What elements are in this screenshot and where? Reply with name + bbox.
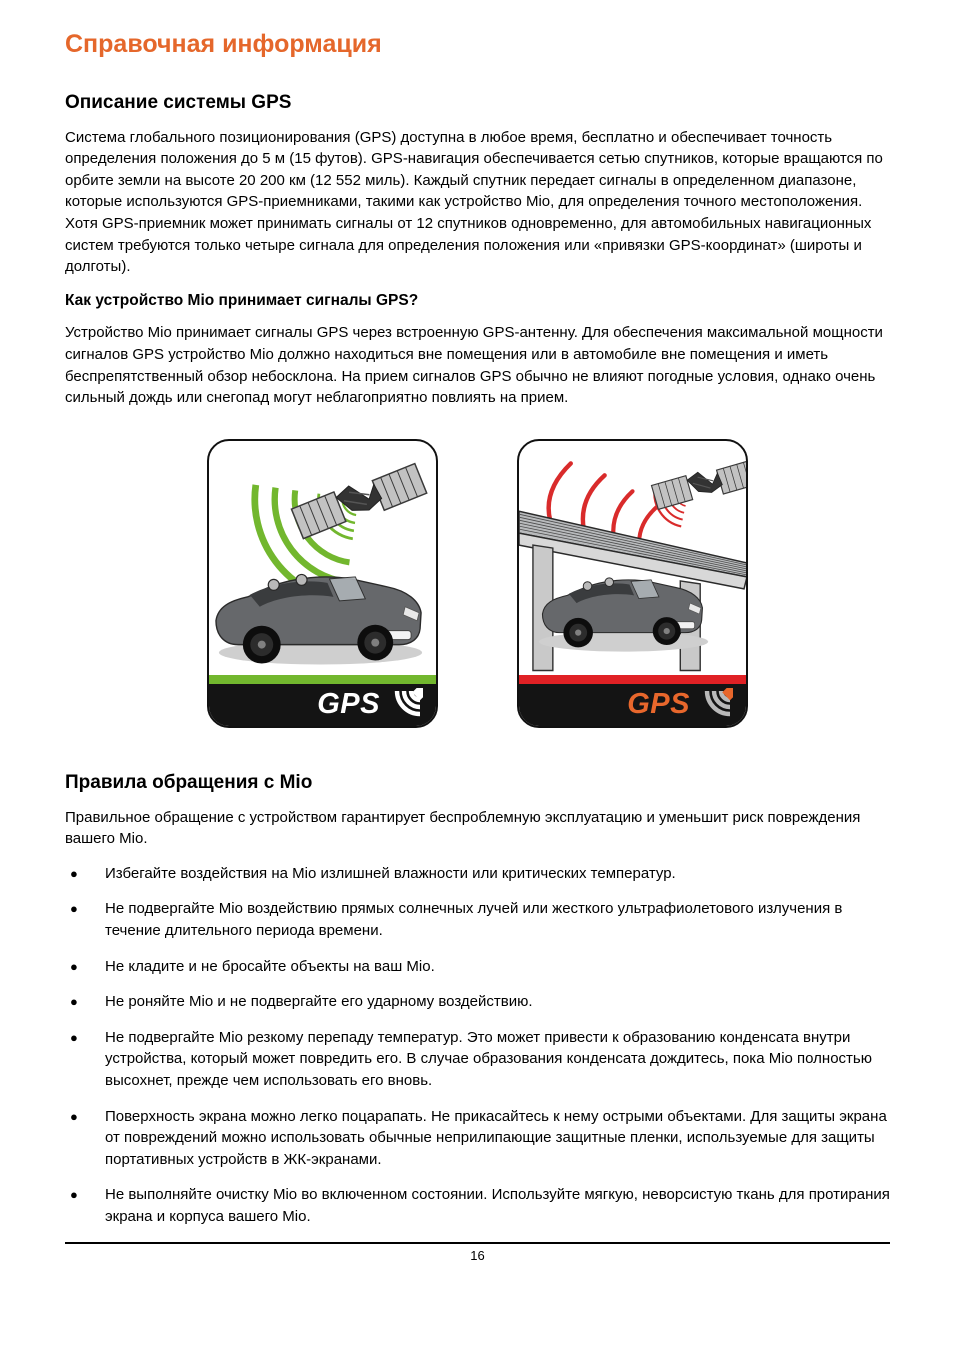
care-intro-paragraph: Правильное обращение с устройством гарантирует беспроблемную эксплуатацию и уменьшит риск повреждения вашего Mio. [65, 808, 861, 848]
gps-signal-icon [699, 688, 733, 722]
gps-illustrations-row [65, 439, 890, 728]
gps-section-heading: Описание системы GPS [65, 91, 292, 113]
bullet-icon: ● [70, 1029, 78, 1045]
footer-divider [65, 1242, 890, 1244]
page-number: 16 [470, 1247, 485, 1263]
care-rule-item [65, 898, 890, 941]
bullet-icon: ● [70, 1187, 78, 1203]
care-rule-text: Избегайте воздействия на Mio излишней влажности или критических температур. [105, 864, 676, 882]
gps-outdoor-illustration [209, 441, 436, 675]
care-rule-text: Не роняйте Mio и не подвергайте его ударному воздействию. [105, 993, 533, 1011]
green-status-stripe [209, 675, 436, 684]
bullet-icon: ● [70, 994, 78, 1010]
indoor-scene [519, 441, 746, 675]
bullet-icon: ● [70, 958, 78, 974]
care-rule-item [65, 1106, 890, 1171]
bullet-icon: ● [70, 1108, 78, 1124]
gps-label: GPS [317, 688, 380, 721]
gps-label: GPS [627, 688, 690, 721]
care-rule-text: Не кладите и не бросайте объекты на ваш Mio. [105, 957, 435, 975]
bullet-icon: ● [70, 901, 78, 917]
gps-indoor-band [519, 684, 746, 726]
care-rule-text: Не подвергайте Mio воздействию прямых солнечных лучей или жесткого ультрафиолетового излучения в течение длительного периода времени. [105, 900, 843, 940]
outdoor-scene [209, 441, 436, 675]
gps-description-paragraph: Система глобального позиционирования (GPS) доступна в любое время, бесплатно и обеспечивает точность определения положения до 5 м (15 футов). GPS-навигация обеспечивается сетью спутников, которые вращаются по орбите земли на высоте 20 200 км (12 552 миль). Каждый спутник передает сигналы в определенном диапазоне, которые используются GPS-приемниками, такими как устройство Mio, для определения точного местоположения. Хотя GPS-приемник может принимать сигналы от 12 спутников одновременно, для автомобильных навигационных систем требуются только четыре сигнала для определения положения или «привязки GPS-координат» (широты и долготы). [65, 128, 883, 276]
gps-outdoor-figure [207, 439, 438, 728]
gps-signal-icon [389, 688, 423, 722]
care-rule-item [65, 863, 890, 885]
gps-outdoor-band [209, 684, 436, 726]
gps-antenna-paragraph: Устройство Mio принимает сигналы GPS через встроенную GPS-антенну. Для обеспечения максимальной мощности сигналов GPS устройство Mio должно находиться вне помещения или в автомобиле вне помещения и иметь беспрепятственный обзор небосклона. На прием сигналов GPS обычно не влияют погодные условия, однако очень сильный дождь или снегопад могут неблагоприятно повлиять на прием. [65, 324, 883, 407]
satellite-icon [651, 457, 746, 512]
gps-subheading: Как устройство Mio принимает сигналы GPS? [65, 291, 419, 309]
care-rule-item [65, 1184, 890, 1227]
page-footer [65, 1242, 890, 1266]
care-section-heading: Правила обращения с Mio [65, 771, 313, 793]
gps-indoor-illustration [519, 441, 746, 675]
red-status-stripe [519, 675, 746, 684]
care-rules-list [65, 863, 890, 1228]
bullet-icon: ● [70, 865, 78, 881]
care-rule-item [65, 1027, 890, 1092]
care-rule-text: Поверхность экрана можно легко поцарапать. Не прикасайтесь к нему острыми объектами. Для защиты экрана от повреждений можно использовать обычные неприлипающие защитные пленки, используемые для защиты портативных устройств в ЖК-экранами. [105, 1107, 887, 1168]
care-rule-text: Не подвергайте Mio резкому перепаду температур. Это может привести к образованию конденсата внутри устройства, который может повредить его. В случае образования конденсата дождитесь, пока Mio полностью высохнет, прежде чем использовать его вновь. [105, 1028, 872, 1089]
gps-indoor-figure [517, 439, 748, 728]
care-rule-item [65, 991, 890, 1013]
care-rule-text: Не выполняйте очистку Mio во включенном состоянии. Используйте мягкую, неворсистую ткань для протирания экрана и корпуса вашего Mio. [105, 1186, 890, 1225]
care-rule-item [65, 956, 890, 978]
page-title: Справочная информация [65, 30, 382, 58]
satellite-icon [291, 460, 426, 542]
